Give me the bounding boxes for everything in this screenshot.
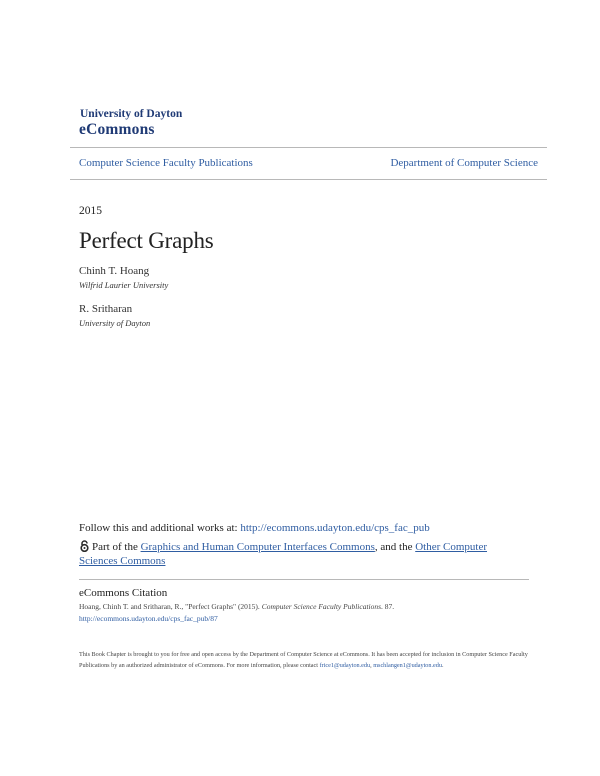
collection-link[interactable]: Computer Science Faculty Publications <box>79 157 253 169</box>
part-of-middle: , and the <box>374 541 416 553</box>
follow-line <box>79 522 430 534</box>
bottom-divider <box>70 179 547 180</box>
top-divider <box>70 147 547 148</box>
access-note <box>79 649 529 671</box>
citation-end: . 87. <box>381 602 395 611</box>
citation-series: Computer Science Faculty Publications <box>261 602 382 611</box>
citation-divider <box>79 579 529 580</box>
contact-email-link[interactable]: mschlangen1@udayton.edu <box>373 662 442 669</box>
access-note-text: This Book Chapter is brought to you for free and open access by the Department of Computer Science at eCommons. It has been accepted for inclusion in Computer Science Faculty Publications by an authorized administrator of eCommons. For more information, please contact <box>79 651 528 669</box>
page-title: Perfect Graphs <box>79 228 214 253</box>
other-cs-commons-link[interactable]: Other Computer <box>415 541 488 553</box>
follow-text: Follow this and additional works at: <box>79 522 241 534</box>
citation-heading: eCommons Citation <box>79 587 168 599</box>
author-affiliation: Wilfrid Laurier University <box>79 280 169 290</box>
citation-plain: Hoang, Chinh T. and Sritharan, R., "Perfect Graphs" (2015). <box>79 602 262 611</box>
citation-url-link[interactable]: http://ecommons.udayton.edu/cps_fac_pub/87 <box>79 614 218 623</box>
collection-url-link[interactable]: http://ecommons.udayton.edu/cps_fac_pub <box>240 522 430 534</box>
graphics-hci-commons-link[interactable]: Graphics and Human Computer Interfaces Commons <box>140 541 375 553</box>
open-access-icon <box>79 540 90 552</box>
contact-email-link[interactable]: frice1@udayton.edu <box>319 662 371 669</box>
citation-text <box>79 602 394 611</box>
university-name: University of Dayton <box>80 108 183 120</box>
author-affiliation: University of Dayton <box>79 318 151 328</box>
access-note-end: . <box>441 662 444 669</box>
part-of-line <box>79 540 509 568</box>
department-link[interactable]: Department of Computer Science <box>390 157 538 169</box>
author-name: Chinh T. Hoang <box>79 265 150 277</box>
author-name: R. Sritharan <box>79 303 133 315</box>
email-separator: , <box>370 662 374 669</box>
repository-name[interactable]: eCommons <box>79 121 155 138</box>
publication-year: 2015 <box>79 205 102 217</box>
part-of-prefix: Part of the <box>92 541 141 553</box>
other-cs-commons-link-cont[interactable]: Sciences Commons <box>79 555 166 567</box>
